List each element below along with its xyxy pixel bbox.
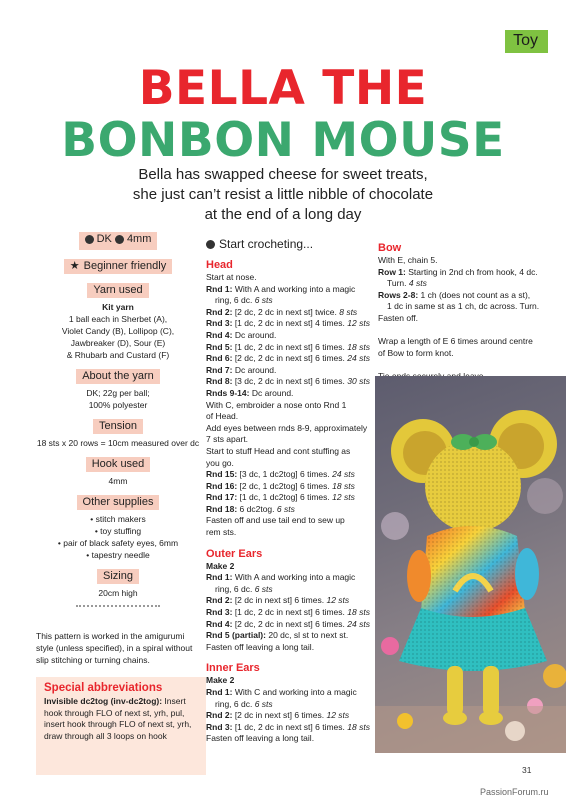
yarn-used-heading: Yarn used (87, 283, 148, 298)
instruction-line (206, 365, 371, 377)
yarn-line: 1 ball each in Sherbet (A), (68, 314, 168, 324)
instruction-line (206, 353, 371, 365)
instruction-text: Start at nose. (206, 272, 257, 282)
round-label: Rnd 5 (partial): (206, 630, 266, 641)
stitch-count: 6 sts (252, 583, 273, 594)
intro-line: at the end of a long day (204, 206, 362, 223)
round-label: Rnd 18: (206, 503, 238, 514)
stitch-count: 12 sts (344, 318, 370, 329)
instruction-text: Dc around. (232, 364, 277, 375)
hook-size-value: 4mm (126, 233, 152, 245)
instruction-text: 1 ch (does not count as a st), (418, 289, 531, 300)
intro-line: she just can’t resist a little nibble of chocolate (132, 186, 434, 203)
supply-item: • toy stuffing (94, 526, 142, 536)
instruction-text: [1 dc, 2 dc in next st] 6 times. (232, 721, 345, 732)
instruction-line (378, 255, 558, 267)
pattern-note-line: This pattern is worked in the amigurumi (36, 631, 185, 641)
intro-line: Bella has swapped cheese for sweet treats, (138, 166, 428, 183)
yarn-line: & Rhubarb and Custard (F) (66, 350, 170, 360)
instruction-line (378, 336, 558, 348)
round-label: Rnd 3: (206, 318, 233, 329)
special-abbreviations-box (36, 677, 206, 775)
instruction-text: [1 dc, 2 dc in next st] 4 times. (232, 318, 345, 329)
supply-item: • stitch makers (90, 514, 146, 524)
dotted-divider (76, 605, 160, 607)
start-heading-text: Start crocheting... (219, 237, 314, 251)
pattern-note-line: style (unless specified), in a spiral without (36, 643, 193, 653)
outer-ears-heading: Outer Ears (206, 547, 263, 560)
round-label: Rnd 3: (206, 607, 233, 618)
instruction-text: of Head. (206, 411, 239, 422)
yarn-used-block (30, 301, 206, 361)
start-heading (206, 236, 371, 252)
instruction-line (206, 376, 371, 388)
instruction-text: rem sts. (206, 527, 237, 538)
bow-instructions (378, 255, 558, 394)
instruction-line (378, 290, 558, 302)
instruction-text: [1 dc, 1 dc2tog] 6 times. (237, 492, 330, 503)
instruction-line (206, 527, 371, 539)
round-label: Rnd 4: (206, 329, 233, 340)
about-yarn-heading: About the yarn (76, 369, 160, 384)
stitch-count: 18 sts (344, 341, 370, 352)
instruction-line (206, 572, 371, 584)
instruction-text: [2 dc, 1 dc2tog] 6 times. (237, 480, 330, 491)
yarn-ball-icon (85, 235, 94, 244)
stitch-count: 8 sts (336, 306, 358, 317)
inner-ears-make: Make 2 (206, 675, 235, 686)
instruction-text: ring, 6 dc. (215, 295, 253, 306)
info-column (30, 232, 206, 607)
instruction-text: [1 dc, 2 dc in next st] 6 times. (232, 341, 345, 352)
instruction-text: Dc around. (232, 329, 277, 340)
instruction-line (206, 642, 371, 654)
instruction-text: Fasten off leaving a long tail. (206, 733, 315, 744)
difficulty-badge: ★ Beginner friendly (64, 259, 172, 274)
hook-icon (115, 235, 124, 244)
watermark: PassionForum.ru (480, 787, 549, 797)
round-label: Rnd 4: (206, 618, 233, 629)
round-label: Rnd 3: (206, 721, 233, 732)
hook-used-heading: Hook used (86, 457, 151, 472)
instruction-line (206, 584, 371, 596)
hook-used-text: 4mm (108, 476, 128, 486)
hook-size (115, 233, 151, 245)
blank-line (378, 359, 558, 371)
instruction-text: With C and working into a magic (232, 687, 357, 697)
instruction-line (206, 307, 371, 319)
instruction-line (206, 411, 371, 423)
yarn-ball-icon (206, 240, 215, 249)
instruction-line (206, 388, 371, 400)
instruction-text: ring, 6 dc. (215, 698, 253, 709)
instruction-line (206, 423, 371, 435)
abbreviation-definition: Insert hook through FLO of next st, yrh, pul, insert hook through FLO of next st, yrh, draw through all 3 loops on hook (44, 696, 192, 741)
instruction-line (206, 722, 371, 734)
instructions-column (206, 236, 371, 745)
instruction-text: With C, embroider a nose onto Rnd 1 (206, 399, 347, 410)
round-label: Rows 2-8: (378, 289, 419, 300)
instruction-text: Fasten off leaving a long tail. (206, 641, 315, 652)
round-label: Rnd 17: (206, 492, 238, 503)
pattern-note (36, 630, 200, 666)
stitch-count: 24 sts (344, 353, 370, 364)
instruction-line (206, 515, 371, 527)
supply-item: • pair of black safety eyes, 6mm (57, 538, 179, 548)
head-heading: Head (206, 259, 233, 271)
head-instructions (206, 272, 371, 539)
instruction-line (206, 619, 371, 631)
instruction-text: 20 dc, sl st to next st. (265, 630, 349, 641)
stitch-count: 12 sts (324, 595, 350, 606)
instruction-line (206, 295, 371, 307)
instruction-line (206, 342, 371, 354)
bow-heading: Bow (378, 242, 402, 254)
yarn-line: Violet Candy (B), Lollipop (C), (61, 326, 175, 336)
stitch-count: 12 sts (324, 710, 350, 721)
instruction-line (206, 446, 371, 458)
special-abbreviations-heading: Special abbreviations (44, 682, 163, 694)
instruction-text: With A and working into a magic (232, 572, 356, 583)
instruction-line (206, 699, 371, 711)
supply-item: • tapestry needle (86, 550, 150, 560)
special-abbreviations-text (44, 696, 198, 742)
instruction-line (206, 607, 371, 619)
round-label: Rnd 2: (206, 710, 233, 721)
yarn-line: Jawbreaker (D), Sour (E) (70, 338, 166, 348)
instruction-text: With E, chain 5. (378, 255, 438, 265)
round-label: Rnd 16: (206, 480, 238, 491)
instruction-line (378, 267, 558, 279)
instruction-line (206, 504, 371, 516)
stitch-count: 24 sts (344, 618, 370, 629)
stitch-count: 6 sts (252, 698, 273, 709)
instruction-text: 7 sts apart. (206, 434, 249, 445)
outer-ears-make: Make 2 (206, 560, 235, 571)
title-line-2: BONBON MOUSE (61, 113, 505, 168)
instruction-line (206, 458, 371, 470)
instruction-text: 1 dc in same st as 1 ch, dc across. Turn. (387, 301, 540, 312)
round-label: Rnds 9-14: (206, 387, 250, 398)
instruction-line (206, 687, 371, 699)
instruction-text: [2 dc, 2 dc in next st] twice. (232, 306, 337, 317)
stitch-count: 6 sts (274, 503, 295, 514)
instruction-line (206, 400, 371, 412)
mouse-photo (375, 376, 566, 753)
instruction-text: Dc around. (249, 387, 294, 398)
instruction-text: of Bow to form knot. (378, 347, 454, 358)
sizing-text: 20cm high (98, 588, 138, 598)
instruction-line (206, 630, 371, 642)
instruction-line (206, 284, 371, 296)
instruction-text: Turn. (387, 278, 407, 289)
round-label: Rnd 5: (206, 341, 233, 352)
meta-badge (79, 232, 158, 250)
intro-text (80, 165, 486, 225)
outer-ears-instructions (206, 572, 371, 653)
instruction-line (206, 469, 371, 481)
instruction-text: Add eyes between rnds 8-9, approximately (206, 422, 368, 433)
about-yarn-line: DK; 22g per ball; (86, 388, 150, 398)
pattern-note-line: slip stitching or turning chains. (36, 655, 150, 665)
round-label: Rnd 2: (206, 306, 233, 317)
instruction-text: ring, 6 dc. (215, 583, 253, 594)
instruction-line (206, 481, 371, 493)
stitch-count: 4 sts (406, 278, 427, 289)
about-yarn-block (30, 387, 206, 411)
instruction-line (378, 313, 558, 325)
stitch-count: 12 sts (329, 492, 355, 503)
about-yarn-line: 100% polyester (88, 400, 148, 410)
stitch-count: 6 sts (252, 295, 273, 306)
instruction-text: [2 dc, 2 dc in next st] 6 times. (232, 618, 345, 629)
other-supplies-list (30, 513, 206, 561)
abbreviation-term: Invisible dc2tog (inv-dc2tog): (44, 696, 163, 706)
instruction-text: [2 dc in next st] 6 times. (232, 595, 325, 606)
blank-line (378, 325, 558, 337)
instruction-text: Start to stuff Head and cont stuffing as (206, 445, 351, 456)
instruction-text: [1 dc, 2 dc in next st] 6 times. (232, 607, 345, 618)
instruction-line (206, 710, 371, 722)
round-label: Rnd 1: (206, 572, 233, 583)
round-label: Rnd 15: (206, 469, 238, 480)
round-label: Rnd 1: (206, 687, 233, 697)
instruction-text: Fasten off and use tail end to sew up (206, 515, 345, 526)
instruction-text: [2 dc in next st] 6 times. (232, 710, 325, 721)
yarn-weight-value: DK (96, 233, 112, 245)
instruction-text: [3 dc, 2 dc in next st] 6 times. (232, 376, 345, 387)
inner-ears-instructions (206, 687, 371, 745)
round-label: Rnd 8: (206, 376, 233, 387)
title-line-1: BELLA THE (138, 61, 428, 116)
instruction-text: Starting in 2nd ch from hook, 4 dc. (405, 266, 538, 277)
instruction-line (378, 278, 558, 290)
instruction-line (206, 318, 371, 330)
round-label: Rnd 1: (206, 283, 233, 294)
bow-column (378, 241, 558, 394)
instruction-text: [2 dc, 2 dc in next st] 6 times. (232, 353, 345, 364)
stitch-count: 18 sts (344, 721, 370, 732)
mouse-illustration (375, 376, 566, 753)
instruction-text: Fasten off. (378, 312, 419, 323)
inner-ears-heading: Inner Ears (206, 662, 260, 675)
instruction-text: [3 dc, 1 dc2tog] 6 times. (237, 469, 330, 480)
instruction-line (206, 733, 371, 745)
instruction-text: you go. (206, 457, 234, 468)
instruction-text: Wrap a length of E 6 times around centre (378, 336, 533, 347)
stitch-count: 18 sts (329, 480, 355, 491)
instruction-line (378, 348, 558, 360)
page-number: 31 (522, 765, 532, 775)
round-label: Rnd 7: (206, 364, 233, 375)
instruction-line (206, 434, 371, 446)
instruction-line (206, 330, 371, 342)
section-tag: Toy (505, 30, 548, 53)
round-label: Rnd 6: (206, 353, 233, 364)
instruction-line (206, 492, 371, 504)
instruction-text: 6 dc2tog. (237, 503, 275, 514)
other-supplies-heading: Other supplies (77, 495, 160, 510)
sizing-heading: Sizing (97, 569, 139, 584)
tension-heading: Tension (93, 419, 143, 434)
instruction-text: With A and working into a magic (232, 283, 356, 294)
instruction-line (206, 595, 371, 607)
round-label: Row 1: (378, 266, 406, 277)
instruction-line (206, 272, 371, 284)
yarn-used-subheading: Kit yarn (102, 302, 134, 312)
stitch-count: 24 sts (329, 469, 355, 480)
stitch-count: 18 sts (344, 607, 370, 618)
instruction-line (378, 301, 558, 313)
round-label: Rnd 2: (206, 595, 233, 606)
yarn-weight (85, 233, 112, 245)
stitch-count: 30 sts (344, 376, 370, 387)
tension-text: 18 sts x 20 rows = 10cm measured over dc (36, 438, 200, 448)
